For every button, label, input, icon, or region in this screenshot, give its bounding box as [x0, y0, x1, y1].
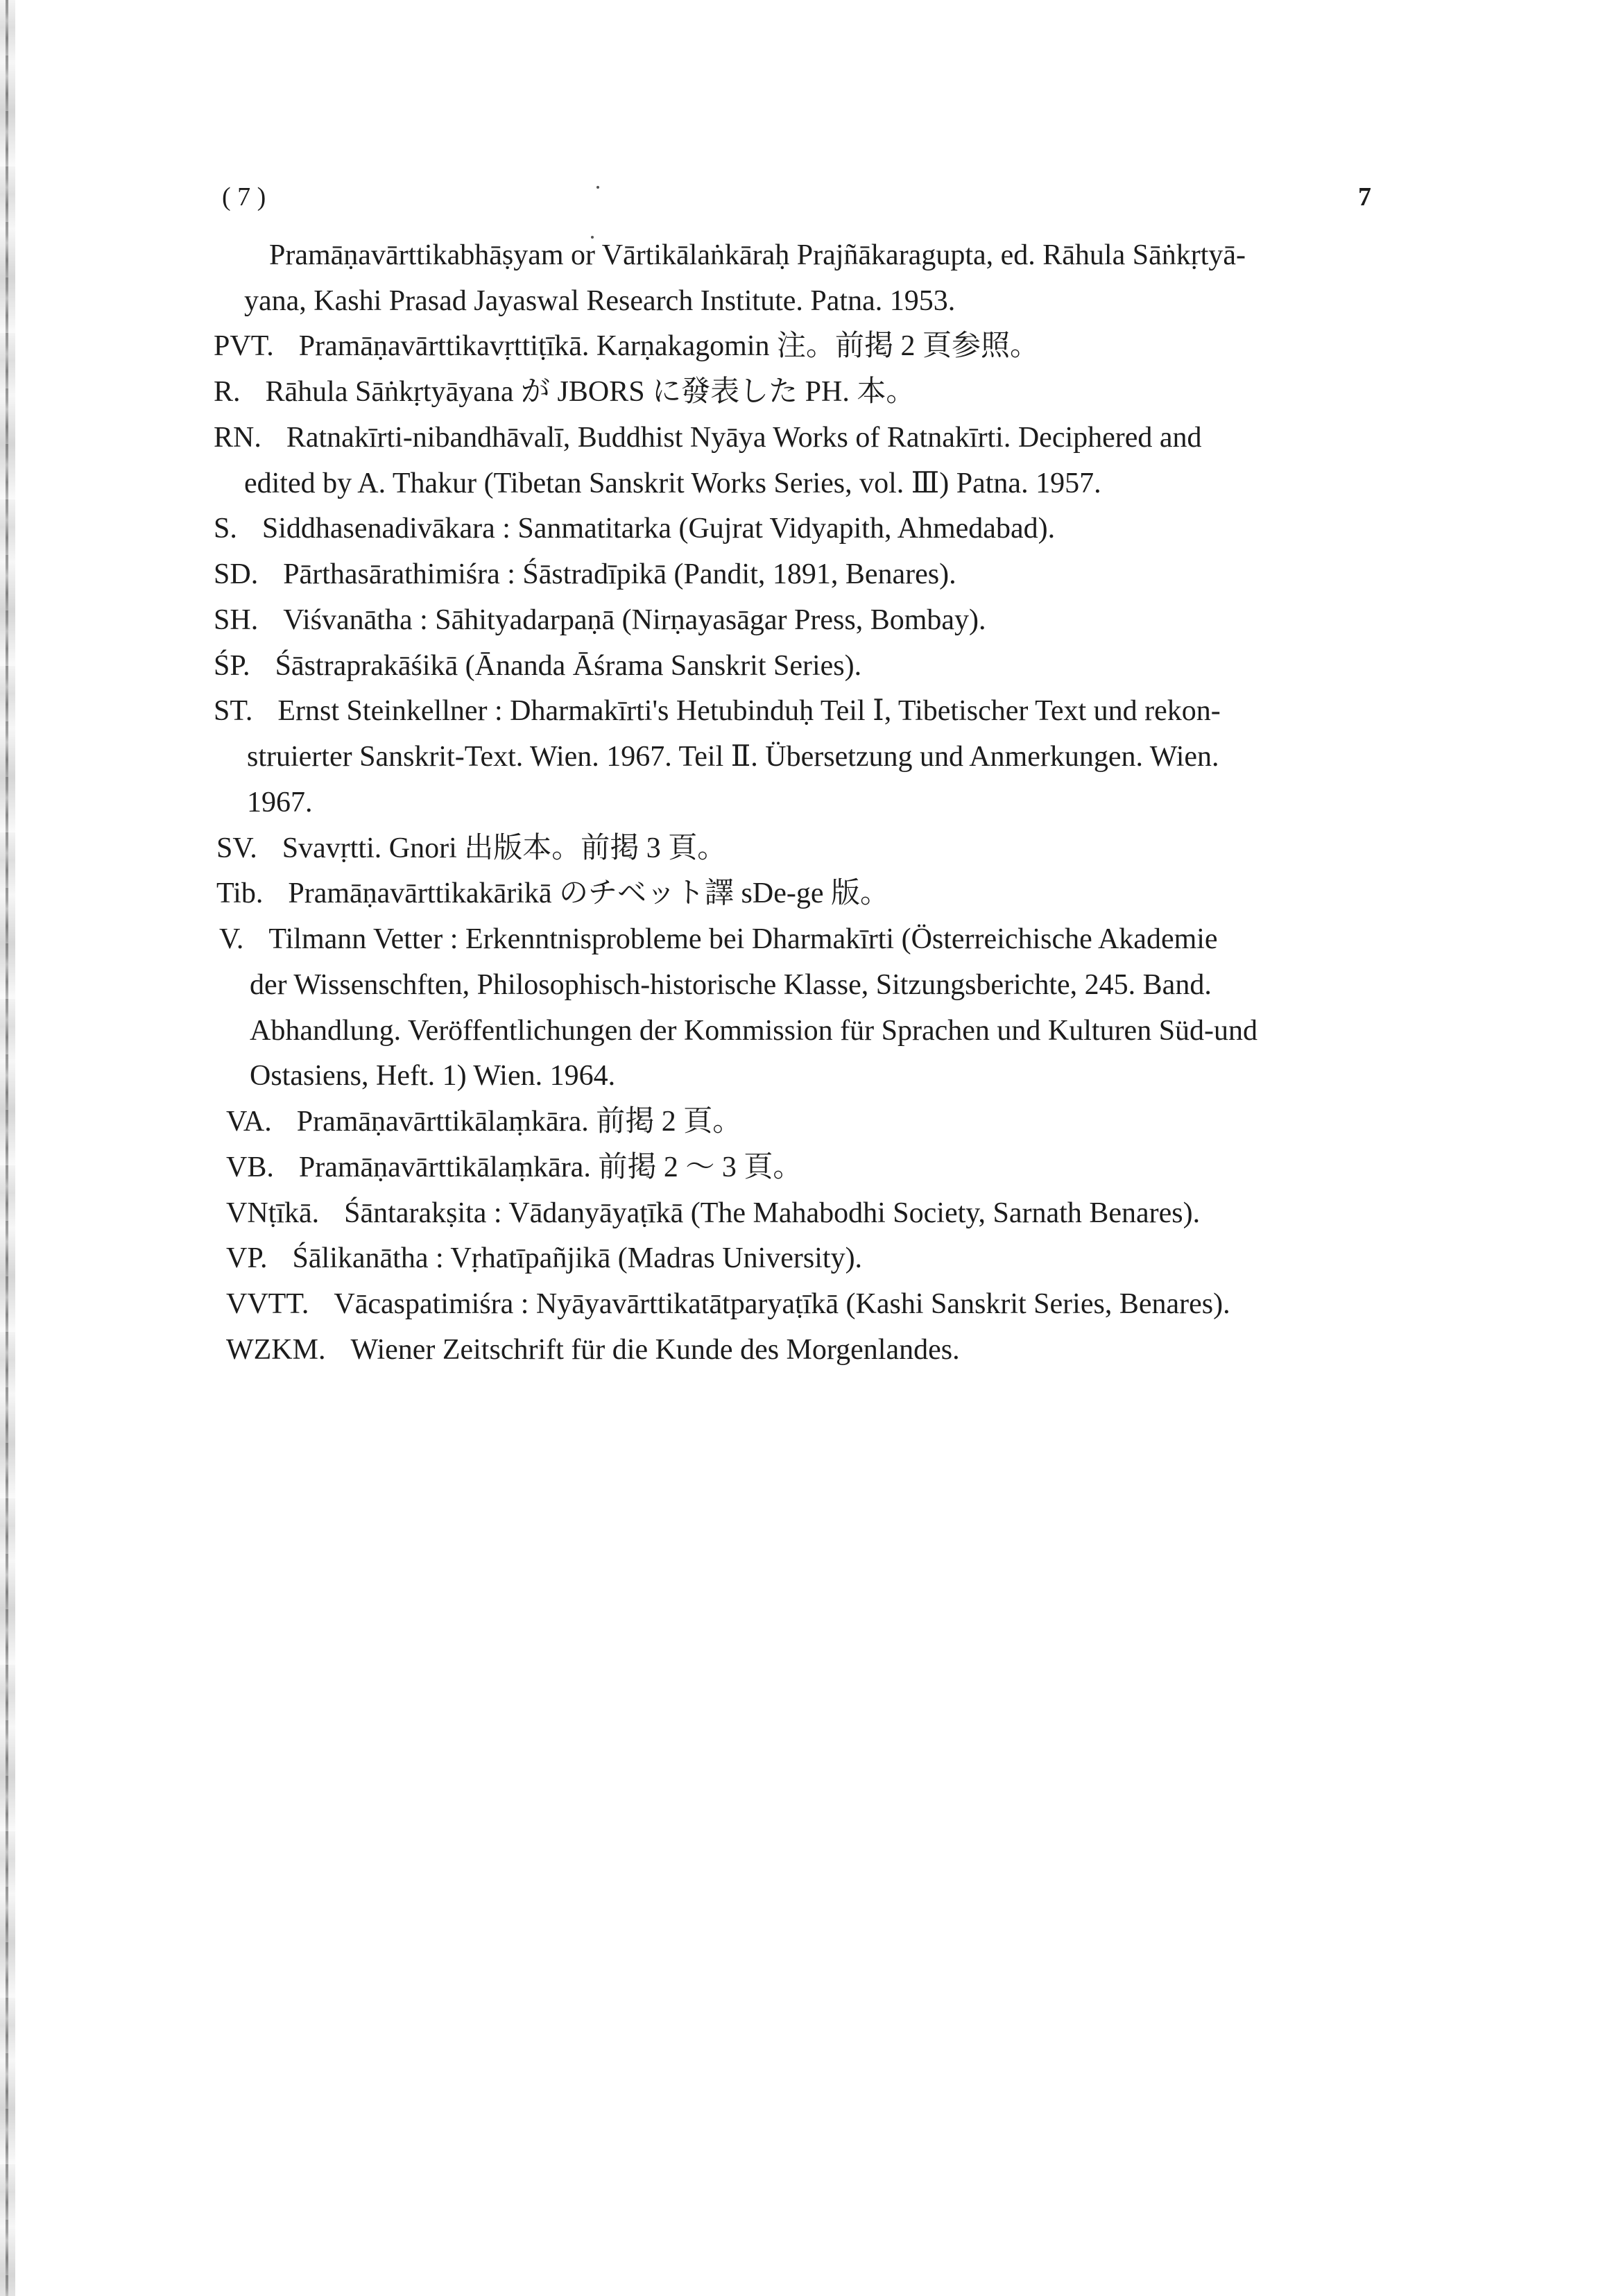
entry-text: Pramāṇavārttikavṛttiṭīkā. Karṇakagomin 注。前掲 2 頁参照。 [298, 330, 1040, 362]
entry-line [226, 1330, 960, 1369]
entry-text: Ratnakīrti-nibandhāvalī, Buddhist Nyāya Works of Ratnakīrti. Deciphered and [286, 422, 1202, 454]
entry-line [214, 418, 1202, 457]
entry-text: Svavṛtti. Gnori 出版本。前掲 3 頁。 [282, 832, 727, 864]
entry-text: Śāstraprakāśikā (Ānanda Āśrama Sanskrit Series). [275, 650, 862, 682]
entry-abbr: VVTT. [226, 1288, 309, 1320]
entry-line [214, 692, 1221, 730]
entry-text: Śālikanātha : Vṛhatīpañjikā (Madras University). [292, 1242, 863, 1274]
entry-line [226, 1194, 1200, 1233]
entry-text: Viśvanātha : Sāhityadarpaṇā (Nirṇayasāgar Press, Bombay). [283, 604, 986, 636]
entry-line [219, 920, 1218, 959]
entry-text: Vācaspatimiśra : Nyāyavārttikatātparyaṭīkā (Kashi Sanskrit Series, Benares). [334, 1288, 1230, 1320]
entry-line [247, 783, 313, 822]
page-number: 7 [1358, 182, 1371, 212]
entry-abbr: SD. [214, 558, 259, 590]
entry-abbr: SH. [214, 604, 259, 636]
entry-line [269, 236, 1246, 275]
page-code: ( 7 ) [222, 182, 266, 212]
entry-text: struierter Sanskrit-Text. Wien. 1967. Teil Ⅱ. Übersetzung und Anmerkungen. Wien. [247, 741, 1219, 773]
entry-text: Pārthasārathimiśra : Śāstradīpikā (Pandit, 1891, Benares). [283, 558, 956, 590]
entry-text: yana, Kashi Prasad Jayaswal Research Institute. Patna. 1953. [244, 285, 956, 317]
entry-text: Siddhasenadivākara : Sanmatitarka (Gujrat Vidyapith, Ahmedabad). [261, 513, 1056, 545]
entry-text: Pramāṇavārttikālaṃkāra. 前掲 2 頁。 [296, 1106, 742, 1138]
entry-line [216, 874, 889, 913]
entry-text: Rāhula Sāṅkṛtyāyana が JBORS に發表した PH. 本。 [265, 376, 916, 408]
entry-line [226, 1148, 802, 1187]
entry-abbr: ST. [214, 695, 253, 727]
entry-line [250, 1011, 1257, 1050]
entry-text: Tilmann Vetter : Erkenntnisprobleme bei Dharmakīrti (Österreichische Akademie [268, 923, 1218, 955]
entry-line [214, 327, 1039, 366]
entry-line [214, 509, 1055, 548]
entry-text: Wiener Zeitschrift für die Kunde des Morgenlandes. [350, 1334, 960, 1366]
entry-line [216, 829, 726, 868]
entry-abbr: VP. [226, 1242, 268, 1274]
entry-text: Pramāṇavārttikālaṃkāra. 前掲 2 ～ 3 頁。 [298, 1151, 802, 1183]
entry-line [214, 601, 986, 640]
entry-text: Ostasiens, Heft. 1) Wien. 1964. [250, 1060, 616, 1092]
entry-text: der Wissenschften, Philosophisch-historische Klasse, Sitzungsberichte, 245. Band. [250, 969, 1212, 1001]
entry-text: Abhandlung. Veröffentlichungen der Kommission für Sprachen und Kulturen Süd-und [250, 1015, 1258, 1047]
entry-line [250, 1056, 615, 1095]
entry-abbr: Tib. [216, 877, 264, 909]
entry-line [244, 464, 1101, 503]
entry-line [226, 1239, 862, 1278]
entry-abbr: S. [214, 513, 237, 545]
entry-line [214, 372, 915, 411]
entry-text: Śāntarakṣita : Vādanyāyaṭīkā (The Mahabodhi Society, Sarnath Benares). [344, 1197, 1201, 1229]
entry-line [226, 1102, 741, 1141]
entry-abbr: V. [219, 923, 244, 955]
entry-text: Ernst Steinkellner : Dharmakīrti's Hetubinduḥ Teil Ⅰ, Tibetischer Text und rekon- [277, 695, 1221, 727]
entry-text: Pramāṇavārttikakārikā のチベット譯 sDe-ge 版。 [288, 877, 889, 909]
entry-line [244, 282, 955, 320]
entry-text: Pramāṇavārttikabhāṣyam or Vārtikālaṅkāraḥ Prajñākaragupta, ed. Rāhula Sāṅkṛtyā- [269, 239, 1246, 271]
entry-line [226, 1285, 1230, 1323]
entry-line [214, 646, 861, 685]
entry-abbr: PVT. [214, 330, 274, 362]
entry-line [250, 966, 1212, 1004]
entry-abbr: VA. [226, 1106, 272, 1138]
entry-abbr: R. [214, 376, 241, 408]
entry-text: 1967. [247, 787, 313, 819]
entry-abbr: VNṭīkā. [226, 1197, 320, 1229]
entry-abbr: ŚP. [214, 650, 250, 682]
page-header [0, 182, 1623, 223]
entry-abbr: RN. [214, 422, 261, 454]
entry-text: edited by A. Thakur (Tibetan Sanskrit Works Series, vol. Ⅲ) Patna. 1957. [244, 468, 1101, 499]
entry-abbr: WZKM. [226, 1334, 326, 1366]
scan-edge-shadow [0, 0, 15, 2296]
entry-abbr: SV. [216, 832, 257, 864]
entry-line [247, 737, 1219, 776]
entry-line [214, 555, 956, 594]
entry-abbr: VB. [226, 1151, 274, 1183]
